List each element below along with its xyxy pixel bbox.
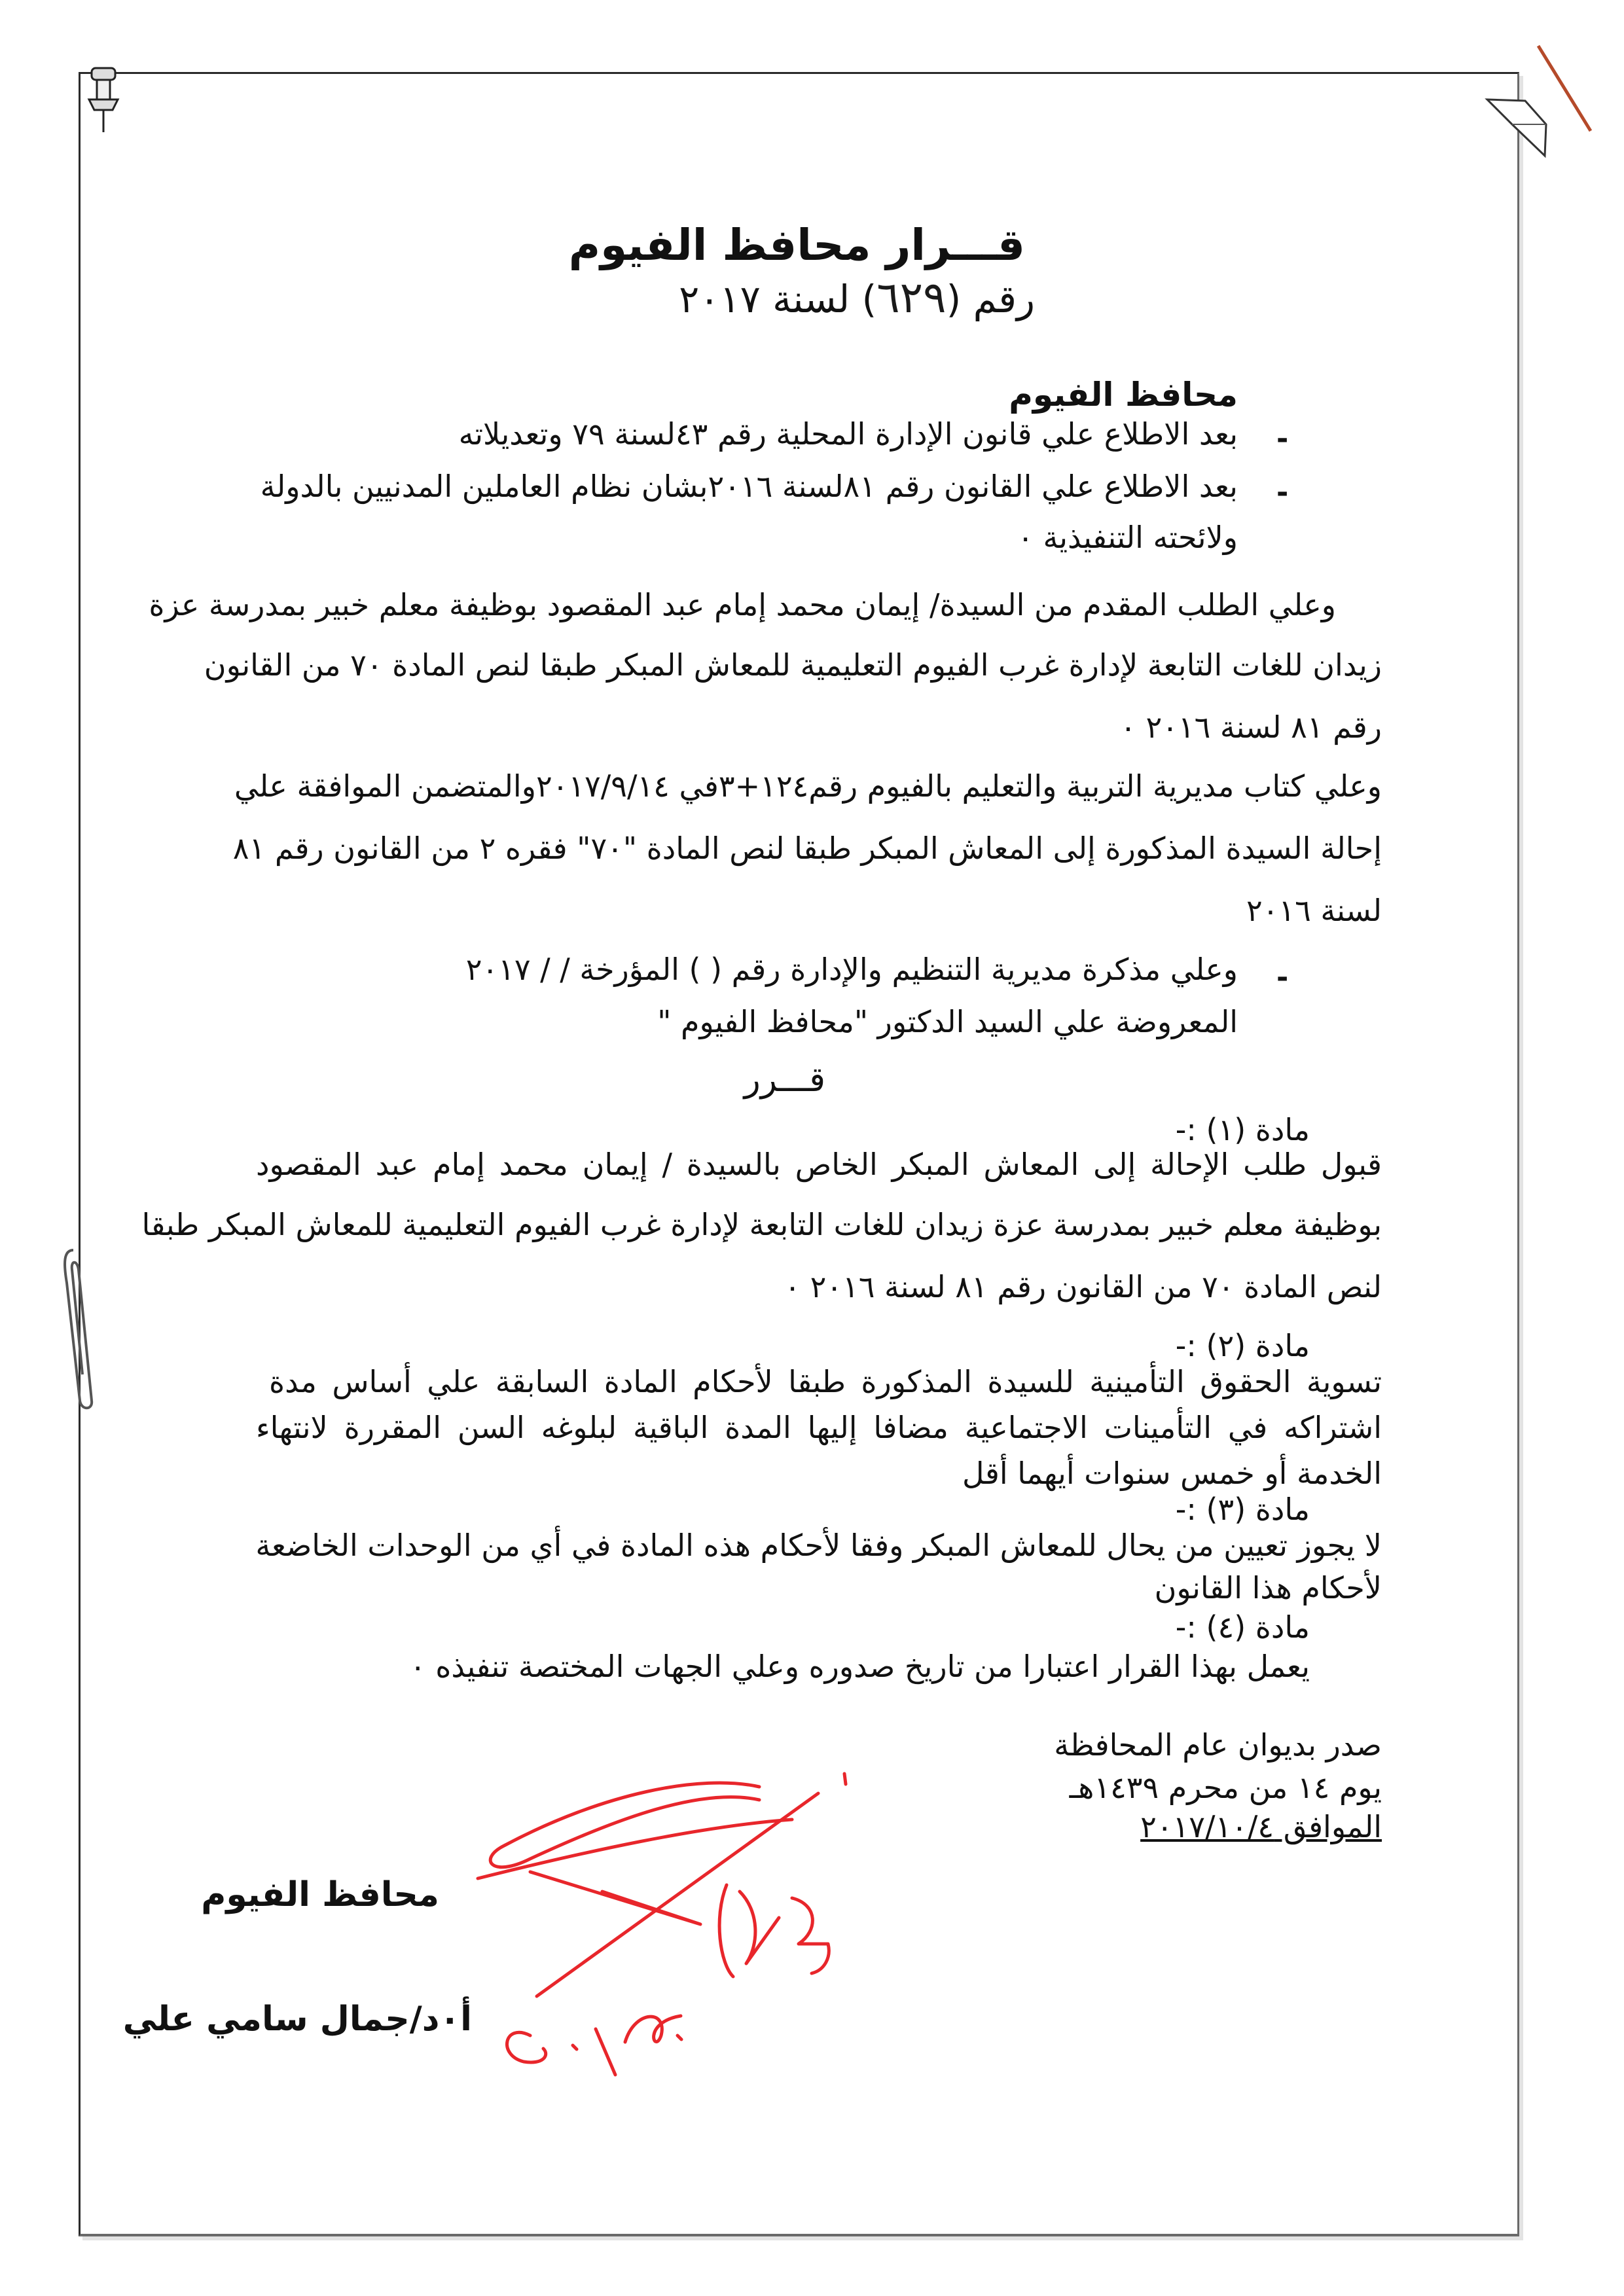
- decision-number-prefix: رقم (: [946, 277, 1035, 321]
- decides-heading: قـــرر: [744, 1060, 825, 1100]
- article-text-line: تسوية الحقوق التأمينية للسيدة المذكورة طبقا لأحكام المادة السابقة علي أساس مدة: [269, 1364, 1382, 1399]
- directorate-letter-line: لسنة ٢٠١٦: [1246, 893, 1382, 928]
- article-heading: مادة (٤) :-: [1175, 1609, 1310, 1645]
- article-heading: مادة (٢) :-: [1175, 1328, 1310, 1363]
- memo-line: المعروضة علي السيد الدكتور "محافظ الفيوم ": [657, 1004, 1238, 1039]
- request-paragraph-line: رقم ٨١ لسنة ٢٠١٦ ٠: [1120, 709, 1382, 745]
- issued-gregorian-date: الموافق ٢٠١٧/١٠/٤: [1140, 1809, 1382, 1844]
- article-text-line: بوظيفة معلم خبير بمدرسة عزة زيدان للغات التابعة لإدارة غرب الفيوم التعليمية للمعاش المبكر طبقا: [141, 1207, 1382, 1242]
- issuer-heading: محافظ الفيوم: [1009, 376, 1238, 414]
- preamble-line: بعد الاطلاع علي قانون الإدارة المحلية رقم ٤٣لسنة ٧٩ وتعديلاته: [458, 416, 1238, 452]
- decision-number: ٦٢٩: [876, 272, 947, 323]
- directorate-letter-line: إحالة السيدة المذكورة إلى المعاش المبكر طبقا لنص المادة "٧٠" فقره ٢ من القانون رقم ٨١: [232, 831, 1382, 866]
- handwritten-signature: [452, 1748, 877, 2088]
- issued-place: صدر بديوان عام المحافظة: [1054, 1727, 1382, 1763]
- article-text-line: لا يجوز تعيين من يحال للمعاش المبكر وفقا لأحكام هذه المادة في أي من الوحدات الخاضعة: [255, 1528, 1382, 1563]
- bullet-marker: -: [1276, 961, 1289, 994]
- article-text-line: لنص المادة ٧٠ من القانون رقم ٨١ لسنة ٢٠١٦ ٠: [784, 1269, 1382, 1304]
- request-paragraph-line: زيدان للغات التابعة لإدارة غرب الفيوم التعليمية للمعاش المبكر طبقا لنص المادة ٧٠ من القانون: [204, 647, 1382, 683]
- document-title: قـــرار محافظ الفيوم: [568, 220, 1025, 270]
- bullet-marker: -: [1276, 476, 1289, 509]
- issued-hijri-date: يوم ١٤ من محرم ١٤٣٩هـ: [1069, 1770, 1382, 1805]
- article-heading: مادة (١) :-: [1175, 1112, 1310, 1147]
- article-heading: مادة (٣) :-: [1175, 1492, 1310, 1527]
- signatory-title: محافظ الفيوم: [201, 1875, 439, 1914]
- decision-number-line: [679, 268, 1035, 327]
- decision-number-suffix: ) لسنة ٢٠١٧: [679, 277, 877, 321]
- memo-line: وعلي مذكرة مديرية التنظيم والإدارة رقم ( ) المؤرخة / / ٢٠١٧: [465, 952, 1238, 987]
- article-text-line: اشتراكه في التأمينات الاجتماعية مضافا إليها المدة الباقية لبلوغه السن المقررة لانتهاء: [256, 1410, 1382, 1445]
- article-text-line: يعمل بهذا القرار اعتبارا من تاريخ صدوره وعلي الجهات المختصة تنفيذه ٠: [409, 1649, 1310, 1684]
- directorate-letter-line: وعلي كتاب مديرية التربية والتعليم بالفيوم رقم١٢٤+٣في ٢٠١٧/٩/١٤والمتضمن الموافقة علي: [234, 768, 1382, 804]
- preamble-line: بعد الاطلاع علي القانون رقم ٨١لسنة ٢٠١٦بشان نظام العاملين المدنيين بالدولة: [260, 469, 1238, 504]
- request-paragraph-line: وعلي الطلب المقدم من السيدة/ إيمان محمد إمام عبد المقصود بوظيفة معلم خبير بمدرسة عزة: [149, 587, 1336, 622]
- signatory-name: أ٠د/جمال سامي علي: [122, 2000, 472, 2039]
- preamble-line: ولائحته التنفيذية ٠: [1017, 520, 1238, 555]
- article-text-line: لأحكام هذا القانون: [1154, 1570, 1382, 1605]
- article-text-line: قبول طلب الإحالة إلى المعاش المبكر الخاص بالسيدة / إيمان محمد إمام عبد المقصود: [256, 1147, 1382, 1182]
- bullet-marker: -: [1276, 422, 1289, 456]
- article-text-line: الخدمة أو خمس سنوات أيهما أقل: [962, 1456, 1382, 1491]
